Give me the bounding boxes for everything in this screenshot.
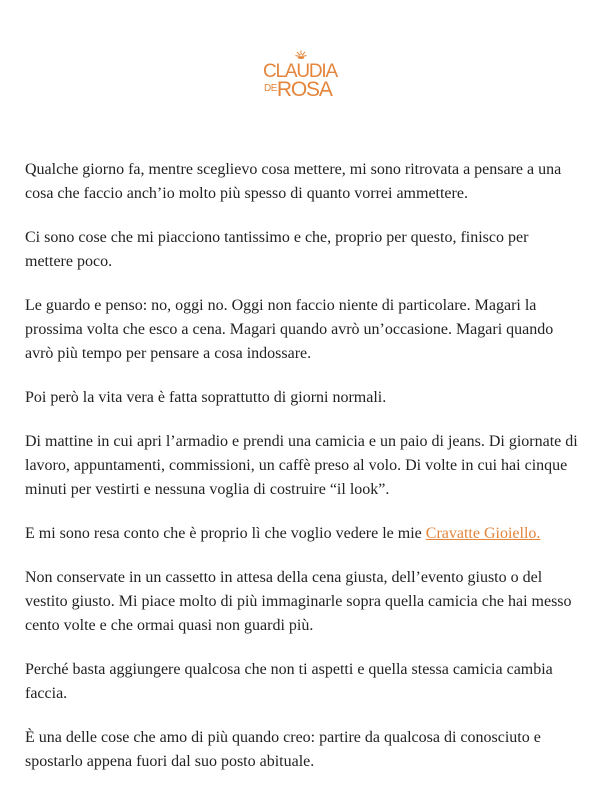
paragraph-4: Poi però la vita vera è fatta soprattutto di giorni normali. <box>25 389 387 406</box>
email-header <box>0 50 600 102</box>
logo-line-claudia: CLAUDIA <box>263 61 337 82</box>
paragraph-3: Le guardo e penso: no, oggi no. Oggi non faccio niente di particolare. Magari la prossima volta che esco a cena. Magari quando avrò un’occasione. Magari quando avrò più tempo per pensare a cosa indossare. <box>25 297 554 362</box>
logo-de: DE <box>264 83 277 94</box>
paragraph-6-text: E mi sono resa conto che è proprio lì che voglio vedere le mie <box>25 525 426 542</box>
paragraph-6 <box>25 522 580 546</box>
logo-line-de-rosa <box>264 80 342 100</box>
sun-sparkle-icon <box>295 50 307 60</box>
cravatte-gioiello-link[interactable]: Cravatte Gioiello. <box>425 525 541 542</box>
paragraph-9: È una delle cose che amo di più quando creo: partire da qualcosa di conosciuto e spostarlo appena fuori dal suo posto abituale. <box>25 729 541 770</box>
paragraph-1: Qualche giorno fa, mentre sceglievo cosa mettere, mi sono ritrovata a pensare a una cosa che faccio anch’io molto più spesso di quanto vorrei ammettere. <box>25 161 562 202</box>
paragraph-2: Ci sono cose che mi piacciono tantissimo e che, proprio per questo, finisco per mettere poco. <box>25 229 529 270</box>
brand-logo[interactable] <box>258 50 342 102</box>
paragraph-7: Non conservate in un cassetto in attesa della cena giusta, dell’evento giusto o del vestito giusto. Mi piace molto di più immaginarle sopra quella camicia che hai messo cento volte e che ormai quasi non guardi più. <box>25 569 572 634</box>
email-body <box>25 158 580 794</box>
paragraph-8: Perché basta aggiungere qualcosa che non ti aspetti e quella stessa camicia cambia faccia. <box>25 661 553 702</box>
paragraph-5: Di mattine in cui apri l’armadio e prendi una camicia e un paio di jeans. Di giornate di lavoro, appuntamenti, commissioni, un caffè preso al volo. Di volte in cui hai cinque minuti per vestirti e nessuna voglia di costruire “il look”. <box>25 433 578 498</box>
logo-rosa: ROSA <box>276 78 332 101</box>
